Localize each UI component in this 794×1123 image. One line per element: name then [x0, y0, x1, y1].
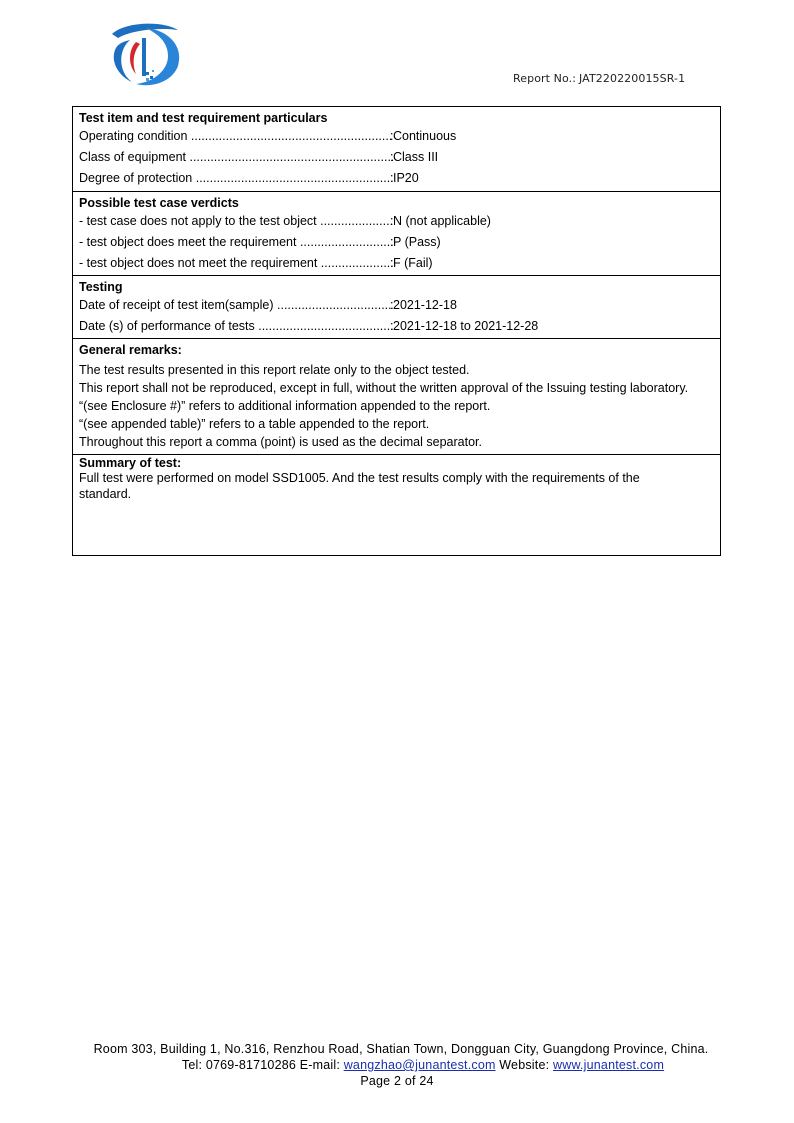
table-row: Date of receipt of test item(sample) ..... : 2021-12-18: [79, 295, 720, 316]
table-row: Class of equipment ..... : Class III: [79, 147, 720, 168]
section-general-remarks: [73, 338, 720, 454]
section-summary: [73, 454, 720, 555]
row-label: - test case does not apply to the test object .....: [79, 211, 393, 232]
row-value: Class III: [393, 149, 439, 164]
company-logo: [106, 20, 186, 90]
section-test-item: [73, 107, 720, 191]
row-value: P (Pass): [393, 234, 441, 249]
table-row: - test case does not apply to the test object ..... : N (not applicable): [79, 211, 720, 232]
page-number: Page 2 of 24: [360, 1074, 434, 1088]
section-title: Summary of test:: [79, 456, 182, 470]
row-label: Class of equipment .....: [79, 147, 393, 168]
section-title: General remarks:: [79, 343, 182, 357]
report-number-label: Report No.:: [513, 72, 577, 85]
table-row: - test object does not meet the requirement ..... : F (Fail): [79, 253, 720, 274]
summary-text: Full test were performed on model SSD1005. And the test results comply with the requirements of the standard.: [79, 471, 640, 501]
remark-line: Throughout this report a comma (point) is used as the decimal separator.: [79, 435, 482, 449]
remark-line: This report shall not be reproduced, except in full, without the written approval of the Issuing testing laboratory.: [79, 381, 689, 395]
row-label: Operating condition .....: [79, 126, 393, 147]
report-number: [513, 72, 685, 85]
remark-line: “(see appended table)” refers to a table appended to the report.: [79, 417, 430, 431]
email-link[interactable]: wangzhao@junantest.com: [343, 1058, 496, 1072]
row-value: 2021-12-18: [393, 298, 457, 312]
footer-tel-email-label: Tel: 0769-81710286 E-mail:: [181, 1058, 340, 1072]
footer-contact: [26, 1057, 794, 1073]
row-value: Continuous: [393, 129, 457, 143]
row-label: Date (s) of performance of tests .....: [79, 316, 393, 337]
table-row: Date (s) of performance of tests ..... : 2021-12-18 to 2021-12-28: [79, 316, 720, 337]
report-summary-table: [72, 106, 721, 556]
table-row: - test object does meet the requirement ..... : P (Pass): [79, 232, 720, 253]
row-value: N (not applicable): [393, 214, 491, 228]
section-verdicts: [73, 191, 720, 275]
footer-website-label: Website:: [499, 1058, 550, 1072]
row-value: IP20: [393, 170, 419, 185]
remark-line: “(see Enclosure #)” refers to additional information appended to the report.: [79, 399, 491, 413]
section-title: Possible test case verdicts: [79, 196, 239, 210]
report-number-value: JAT220220015SR-1: [579, 72, 686, 85]
section-title: Test item and test requirement particulars: [79, 111, 328, 125]
row-value: 2021-12-18 to 2021-12-28: [393, 318, 539, 333]
section-title: Testing: [79, 280, 123, 294]
row-label: Date of receipt of test item(sample) .....: [79, 295, 393, 316]
row-value: F (Fail): [393, 255, 433, 270]
table-row: Degree of protection ..... : IP20: [79, 168, 720, 189]
section-testing: [73, 275, 720, 338]
remark-line: The test results presented in this report relate only to the object tested.: [79, 363, 470, 377]
row-label: Degree of protection .....: [79, 168, 393, 189]
footer-address: Room 303, Building 1, No.316, Renzhou Road, Shatian Town, Dongguan City, Guangdong Province, China.: [93, 1042, 709, 1056]
row-label: - test object does not meet the requirement .....: [79, 253, 393, 274]
row-label: - test object does meet the requirement .....: [79, 232, 393, 253]
table-row: Operating condition ..... : Continuous: [79, 126, 720, 147]
website-link[interactable]: www.junantest.com: [552, 1058, 665, 1072]
